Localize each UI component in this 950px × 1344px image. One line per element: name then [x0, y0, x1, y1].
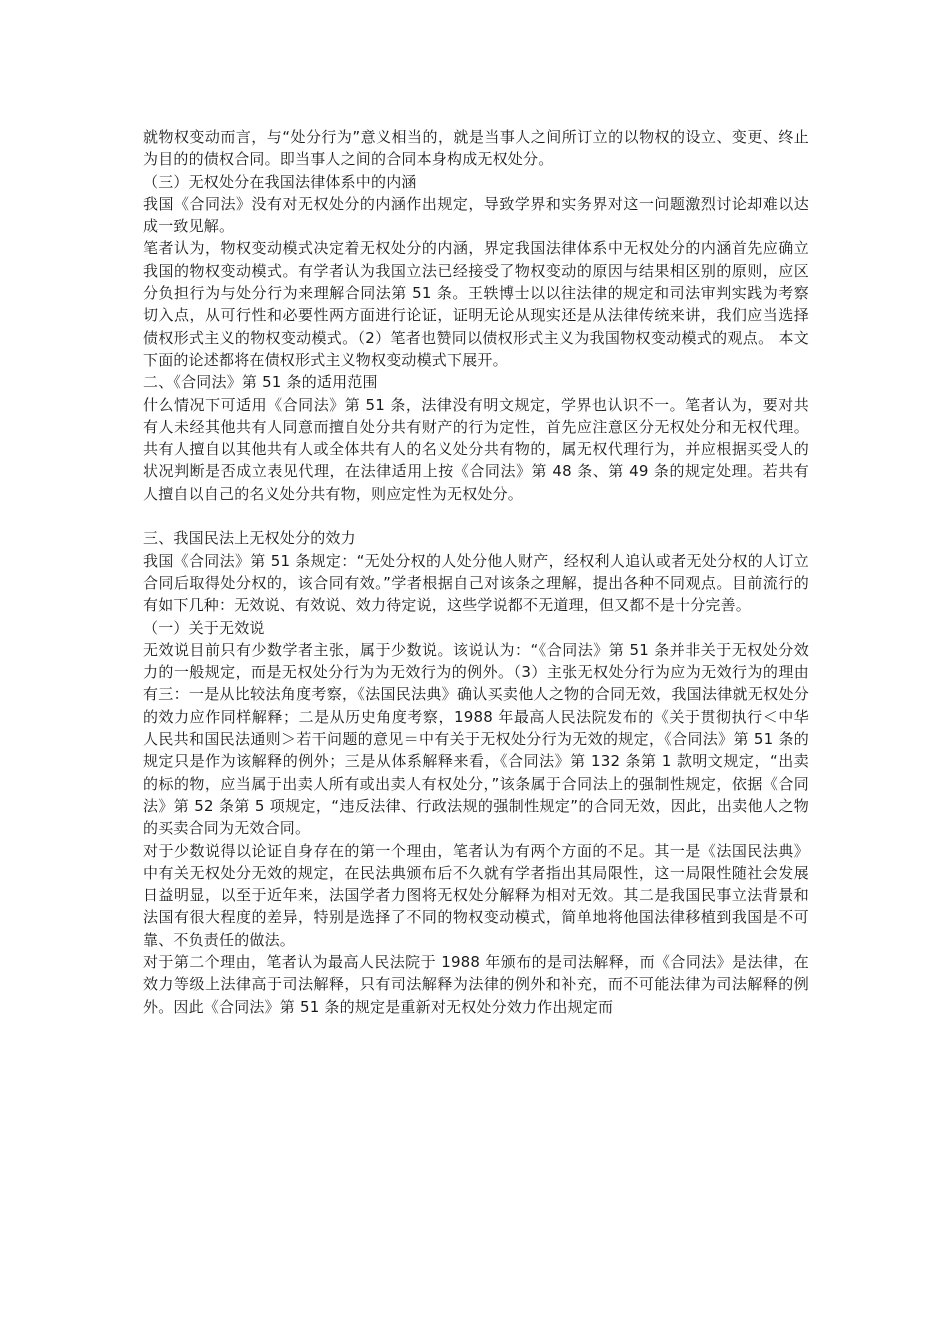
paragraph-no-provision: 我国《合同法》没有对无权处分的内涵作出规定，导致学界和实务界对这一问题激烈讨论却难以达成一致见解。 — [143, 194, 809, 236]
paragraph-second-reason: 对于第二个理由，笔者认为最高人民法院于 1988 年颁布的是司法解释，而《合同法》是法律，在效力等级上法律高于司法解释，只有司法解释为法律的例外和补充，而不可能法律为司法解释的例外。因此《合同法》第 51 条的规定是重新对无权处分效力作出规定而 — [143, 952, 809, 1016]
paragraph-first-reason: 对于少数说得以论证自身存在的第一个理由，笔者认为有两个方面的不足。其一是《法国民法典》中有关无权处分无效的规定，在民法典颁布后不久就有学者指出其局限性，这一局限性随社会发展日益明显，以至于近年来，法国学者力图将无权处分解释为相对无效。其二是我国民事立法背景和法国有很大程度的差异，特别是选择了不同的物权变动模式，简单地将他国法律移植到我国是不可靠、不负责任的做法。 — [143, 841, 809, 949]
paragraph-scope: 什么情况下可适用《合同法》第 51 条，法律没有明文规定，学界也认识不一。笔者认为，要对共有人未经其他共有人同意而擅自处分共有财产的行为定性，首先应注意区分无权处分和无权代理。共有人擅自以其他共有人或全体共有人的名义处分共有物的，属无权代理行为，并应根据买受人的状况判断是否成立表见代理，在法律适用上按《合同法》第 48 条、第 49 条的规定处理。若共有人擅自以自己的名义处分共有物，则应定性为无权处分。 — [143, 395, 809, 503]
paragraph-article-51: 我国《合同法》第 51 条规定：“无处分权的人处分他人财产，经权利人追认或者无处分权的人订立合同后取得处分权的，该合同有效。”学者根据自己对该条之理解，提出各种不同观点。目前流行的有如下几种：无效说、有效说、效力待定说，这些学说都不无道理，但又都不是十分完善。 — [143, 551, 809, 615]
paragraph-author-view: 笔者认为，物权变动模式决定着无权处分的内涵，界定我国法律体系中无权处分的内涵首先应确立我国的物权变动模式。有学者认为我国立法已经接受了物权变动的原因与结果相区别的原则，应区分负担行为与处分行为来理解合同法第 51 条。王轶博士以以往法律的规定和司法审判实践为考察切入点，从可行性和必要性两方面进行论证，证明无论从现实还是从法律传统来讲，我们应当选择债权形式主义的物权变动模式。（2）笔者也赞同以债权形式主义为我国物权变动模式的观点。 本文下面的论述都将在债权形式主义物权变动模式下展开。 — [143, 239, 809, 369]
document-page — [143, 126, 809, 1018]
heading-effect-of-unauthorized-disposition: 三、我国民法上无权处分的效力 — [143, 529, 356, 548]
heading-invalidity-theory: （一）关于无效说 — [143, 618, 265, 637]
paragraph-disposition-contract: 就物权变动而言，与“处分行为”意义相当的，就是当事人之间所订立的以物权的设立、变更、终止为目的的债权合同。即当事人之间的合同本身构成无权处分。 — [143, 128, 809, 169]
blank-line — [143, 505, 809, 527]
heading-scope-of-article-51: 二、《合同法》第 51 条的适用范围 — [143, 373, 378, 392]
heading-meaning-in-legal-system: （三）无权处分在我国法律体系中的内涵 — [143, 172, 417, 191]
paragraph-invalidity-theory: 无效说目前只有少数学者主张，属于少数说。该说认为：“《合同法》第 51 条并非关于无权处分效力的一般规定，而是无权处分行为为无效行为的例外。（3）主张无权处分行为应为无效行为的理由有三：一是从比较法角度考察，《法国民法典》确认买卖他人之物的合同无效，我国法律就无权处分的效力应作同样解释；二是从历史角度考察，1988 年最高人民法院发布的《关于贯彻执行＜中华人民共和国民法通则＞若干问题的意见＝中有关于无权处分行为无效的规定，《合同法》第 51 条的规定只是作为该解释的例外；三是从体系解释来看，《合同法》第 132 条第 1 款明文规定，“出卖的标的物，应当属于出卖人所有或出卖人有权处分，”该条属于合同法上的强制性规定，依据《合同法》第 52 条第 5 项规定，“违反法律、行政法规的强制性规定”的合同无效，因此，出卖他人之物的买卖合同为无效合同。 — [143, 640, 809, 838]
